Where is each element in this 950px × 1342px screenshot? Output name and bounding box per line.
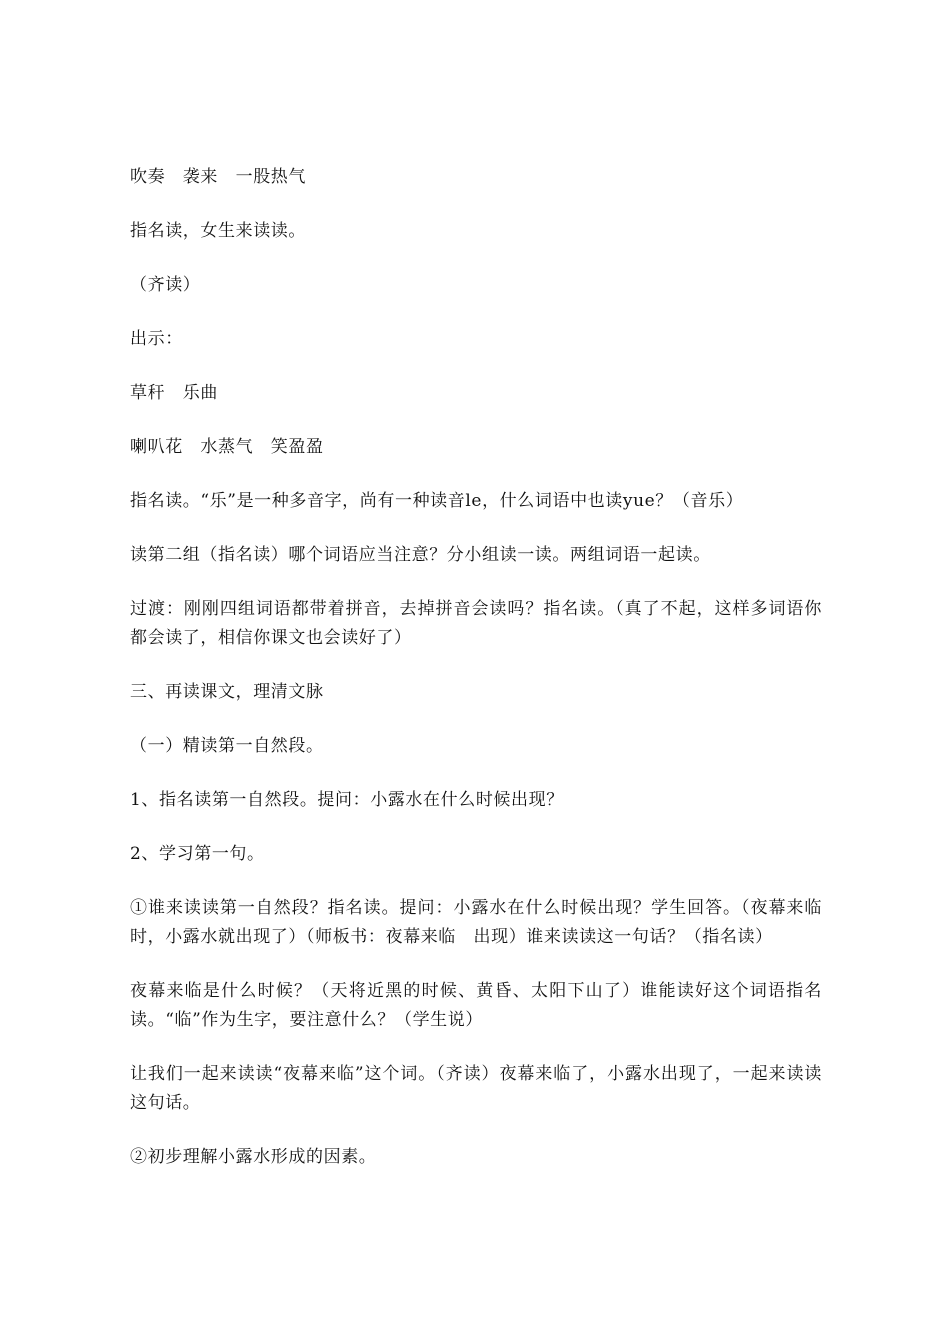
reading-instruction: 指名读，女生来读读。 (130, 221, 306, 241)
polyphone-note: 指名读。“乐”是一种多音字，尚有一种读音le，什么词语中也读yue？（音乐） (130, 491, 744, 511)
step-2: 2、学习第一句。 (130, 844, 265, 864)
transition-paragraph: 过渡：刚刚四组词语都带着拼音，去掉拼音会读吗？指名读。（真了不起，这样多词语你都会读了，相信你课文也会读好了） (130, 599, 822, 648)
step-circled-2: ②初步理解小露水形成的因素。 (130, 1147, 377, 1167)
section-heading: 三、再读课文，理清文脉 (130, 682, 324, 702)
document-body (130, 163, 822, 1197)
group-two-reading: 读第二组（指名读）哪个词语应当注意？分小组读一读。两组词语一起读。 (130, 545, 711, 565)
display-label: 出示： (130, 329, 183, 349)
vocab-line-3: 喇叭花 水蒸气 笑盈盈 (130, 437, 324, 457)
step-1: 1、指名读第一自然段。提问：小露水在什么时候出现？ (130, 790, 564, 810)
subsection-heading: （一）精读第一自然段。 (130, 736, 324, 756)
vocab-line-2: 草秆 乐曲 (130, 383, 218, 403)
step-circled-1: ①谁来读读第一自然段？指名读。提问：小露水在什么时候出现？学生回答。（夜幕来临时，小露水就出现了）（师板书：夜幕来临 出现）谁来读读这一句话？（指名读） (130, 898, 822, 947)
group-reading-note: （齐读） (130, 275, 201, 295)
read-together-paragraph: 让我们一起来读读“夜幕来临”这个词。（齐读）夜幕来临了，小露水出现了，一起来读读这句话。 (130, 1064, 822, 1113)
dusk-question: 夜幕来临是什么时候？（天将近黑的时候、黄昏、太阳下山了）谁能读好这个词语指名读。“临”作为生字，要注意什么？（学生说） (130, 981, 822, 1030)
vocab-line-1: 吹奏 袭来 一股热气 (130, 167, 306, 187)
